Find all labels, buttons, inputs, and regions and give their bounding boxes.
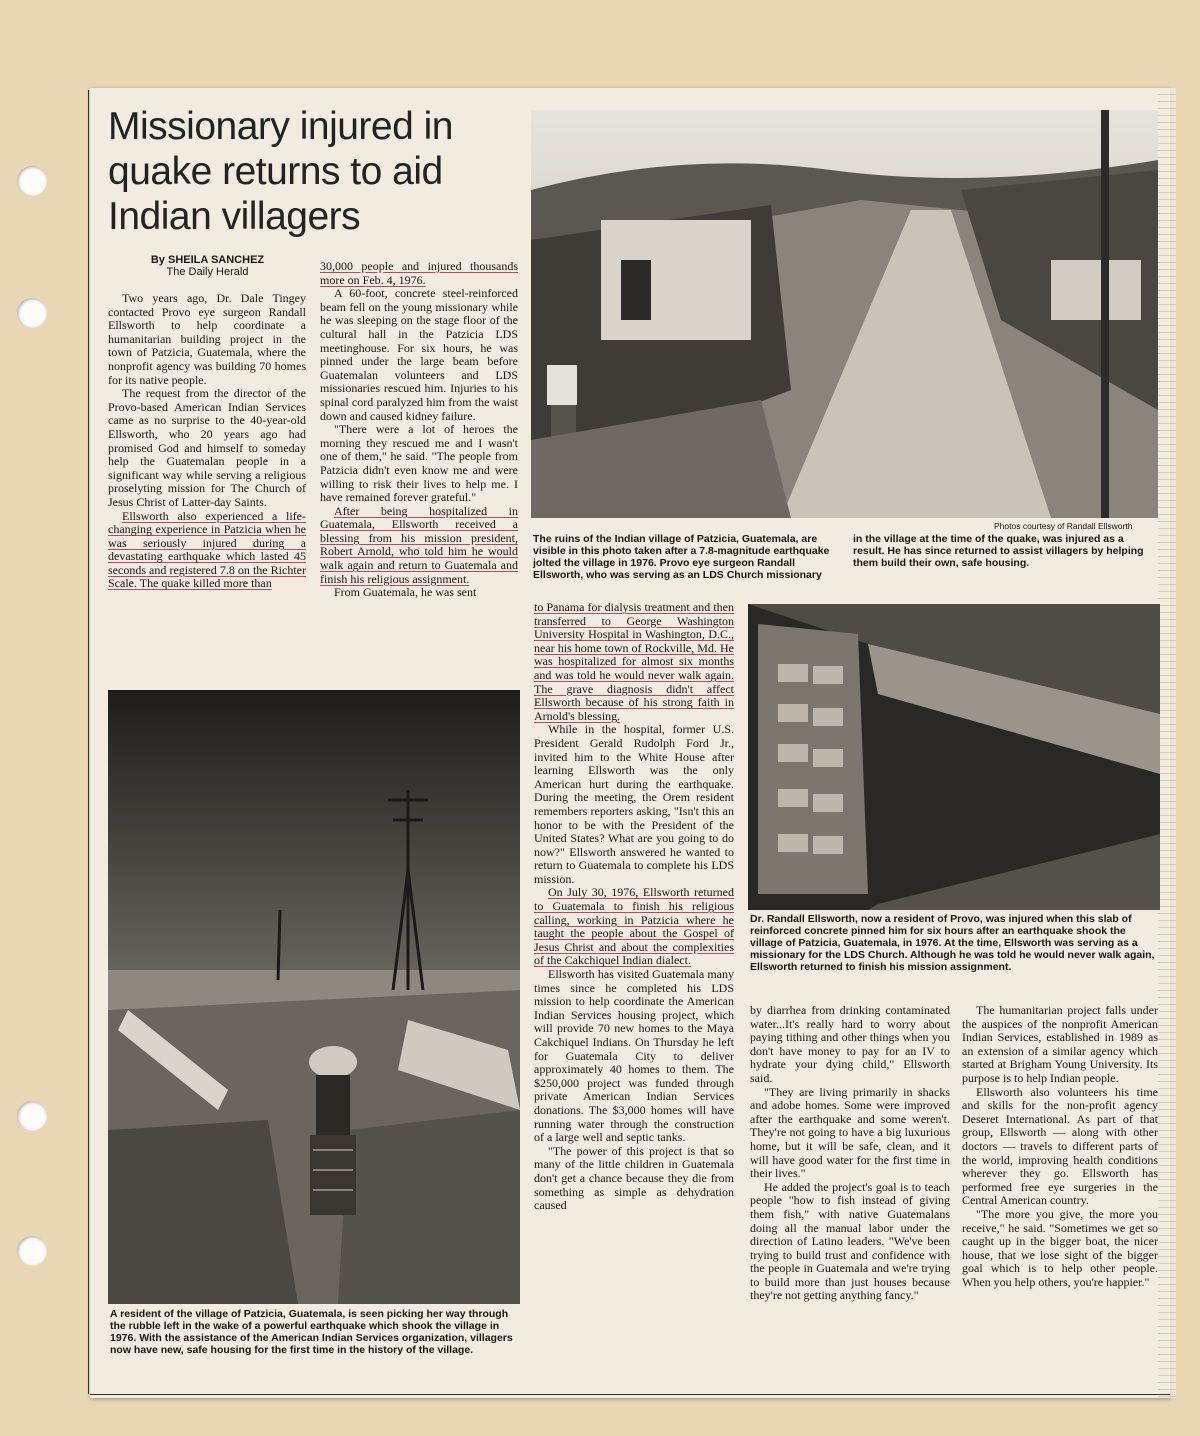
resident-image: [108, 690, 520, 1304]
article-column-5: [962, 1004, 1158, 1289]
paragraph: "The power of this project is that so many of the little children in Guatemala don't get a chance because they die from something as simple as dehydration caused: [534, 1143, 734, 1213]
paragraph: A 60-foot, concrete steel-reinforced beam fell on the young missionary while he was sleeping on the stage floor of the cultural hall in the Patzicia LDS meetinghouse. For six hours, he was pinned under the large beam before Guatemalan volunteers and LDS missionaries rescued him. Injuries to his spinal cord paralyzed him from the waist down and caused kidney failure.: [320, 286, 518, 423]
byline-paper: The Daily Herald: [166, 266, 249, 278]
article-column-3: [534, 601, 734, 1213]
left-rule: [88, 90, 89, 1394]
binder-hole: [17, 298, 47, 328]
paragraph: He added the project's goal is to teach people "how to fish instead of giving them fish," with native Guatemalans doing all the manual labor under the direction of Latino leaders. "We've been trying to build trust and confidence with the people in Guatemala and we're trying to build more than just houses because they're not getting anything fancy.": [750, 1179, 950, 1303]
paragraph: by diarrhea from drinking contaminated water...It's really hard to worry about paying tithing and other things when you don't have money to pay for an IV to hydrate your dying child," Ellsworth said.: [750, 1003, 950, 1085]
paragraph: The request from the director of the Provo-based American Indian Services came as no surprise to the 40-year-old Ellsworth, who 20 years ago had promised God and himself to someday help the Guatemalan people in a significant way while serving a religious proselyting mission for The Church of Jesus Christ of Latter-day Saints.: [108, 386, 306, 509]
article-column-4: [750, 1004, 950, 1303]
photo-village-resident: [108, 690, 520, 1304]
binder-hole: [17, 1236, 47, 1266]
paragraph-underlined: On July 30, 1976, Ellsworth returned to Guatemala to finish his religious calling, working in Patzicia where he taught the people about the Gospel of Jesus Christ and about the complexities of the Cakchiquel Indian dialect.: [534, 885, 734, 968]
photo-concrete-slab: [748, 604, 1160, 910]
bottom-photo-caption: A resident of the village of Patzicia, Guatemala, is seen picking her way through the rubble left in the wake of a powerful earthquake which shook the village in 1976. With the assistance of the American Indian Services organization, villagers now have new, safe housing for the first time in the history of the village.: [110, 1308, 513, 1356]
paragraph: The humanitarian project falls under the auspices of the nonprofit American Indian Services, established in 1989 as an extension of a similar agency which started at Brigham Young University. Its purpose is to help Indian people.: [962, 1003, 1158, 1085]
slab-image: [748, 604, 1160, 910]
photo-credit: Photos courtesy of Randall Ellsworth: [994, 521, 1133, 531]
paragraph-underlined: to Panama for dialysis treatment and then transferred to George Washington University Hospital in Washington, D.C., near his home town of Rockville, Md. He was hospitalized for almost six months and was told he would never walk again. The grave diagnosis didn't affect Ellsworth because of his strong faith in Arnold's blessing.: [534, 600, 734, 723]
ruins-image: [531, 110, 1158, 518]
article-column-2: [320, 260, 518, 600]
paragraph-underlined: Ellsworth also experienced a life-changing experience in Patzicia when he was seriously injured during a devastating earthquake which lasted 45 seconds and registered 7.8 on the Richter Scale. The quake killed more than: [108, 508, 306, 591]
headline: Missionary injured in quake returns to aid Indian villagers: [108, 105, 453, 238]
byline: [110, 254, 305, 278]
article-column-1: [108, 292, 306, 591]
bottom-rule: [90, 1394, 1170, 1395]
middle-photo-caption: Dr. Randall Ellsworth, now a resident of Provo, was injured when this slab of reinforced concrete pinned him for six hours after an earthquake shook the village of Patzicia, Guatemala, in 1976. At the time, Ellsworth was serving as a missionary for the LDS Church. Although he was told he would never walk again, Ellsworth returned to finish his mission assignment.: [750, 913, 1155, 973]
paragraph-underlined: 30,000 people and injured thousands more on Feb. 4, 1976.: [320, 259, 518, 287]
binder-hole: [17, 1101, 47, 1131]
paragraph: "They are living primarily in shacks and adobe homes. Some were improved after the earthquake and some weren't. They're not going to have a big luxurious home, but it will be safe, clean, and it will have good water for the first time in their lives.": [750, 1084, 950, 1181]
photo-village-ruins: [531, 110, 1158, 518]
paragraph: Ellsworth has visited Guatemala many times since he completed his LDS mission to help coordinate the American Indian Services housing project, which will provide 70 new homes to the Maya Cakchiquel Indians. On Thursday he left for Guatemala City to deliver approximately 40 homes to them. The $250,000 project was funded through private American Indian Services donations. The $3,000 homes will have running water through the construction of a large well and septic tanks.: [534, 967, 734, 1145]
byline-author: By SHEILA SANCHEZ: [150, 254, 265, 266]
clipping-edge: [1158, 88, 1176, 1398]
paragraph: "The more you give, the more you receive," he said. "Sometimes we get so caught up in the bigger boat, the nicer house, that we lose sight of the bigger goal which is to help other people. When you help others, you're happier.": [962, 1206, 1158, 1289]
top-photo-caption: The ruins of the Indian village of Patzicia, Guatemala, are visible in this photo taken after a 7.8-magnitude earthquake jolted the village in 1976. Provo eye surgeon Randall Ellsworth, who was serving as an LDS Church missionary in the village at the time of the quake, was injured as a result. He has since returned to assist villagers by helping them build their own, safe housing.: [533, 533, 1144, 581]
paragraph: While in the hospital, former U.S. President Gerald Rudolph Ford Jr., invited him to the White House after learning Ellsworth was the only American hurt during the earthquake. During the meeting, the Orem resident remembers reporters asking, "Isn't this an honor to be with the President of the United States? What are you going to do now?" Ellsworth answered he wanted to return to Guatemala to complete his LDS mission.: [534, 722, 734, 886]
binder-hole: [17, 166, 47, 196]
paragraph: Ellsworth also volunteers his time and skills for the non-profit agency Deseret International. As part of that group, Ellsworth — along with other doctors — travels to different parts of the world, improving health conditions wherever they go. Ellsworth has performed free eye surgeries in the Central American country.: [962, 1084, 1158, 1208]
paragraph: "There were a lot of heroes the morning they rescued me and I wasn't one of them," he said. "The people from Patzicia didn't even know me and were willing to risk their lives to help me. I have remained forever grateful.": [320, 422, 518, 505]
paragraph: From Guatemala, he was sent: [334, 585, 477, 600]
paragraph: Two years ago, Dr. Dale Tingey contacted Provo eye surgeon Randall Ellsworth to help coordinate a humanitarian building project in the town of Patzicia, Guatemala, where the nonprofit agency was building 70 homes for its native people.: [108, 291, 306, 387]
paragraph-underlined: After being hospitalized in Guatemala, Ellsworth received a blessing from his mission president, Robert Arnold, who told him he would walk again and return to Guatemala and finish his religious assignment.: [320, 503, 518, 586]
